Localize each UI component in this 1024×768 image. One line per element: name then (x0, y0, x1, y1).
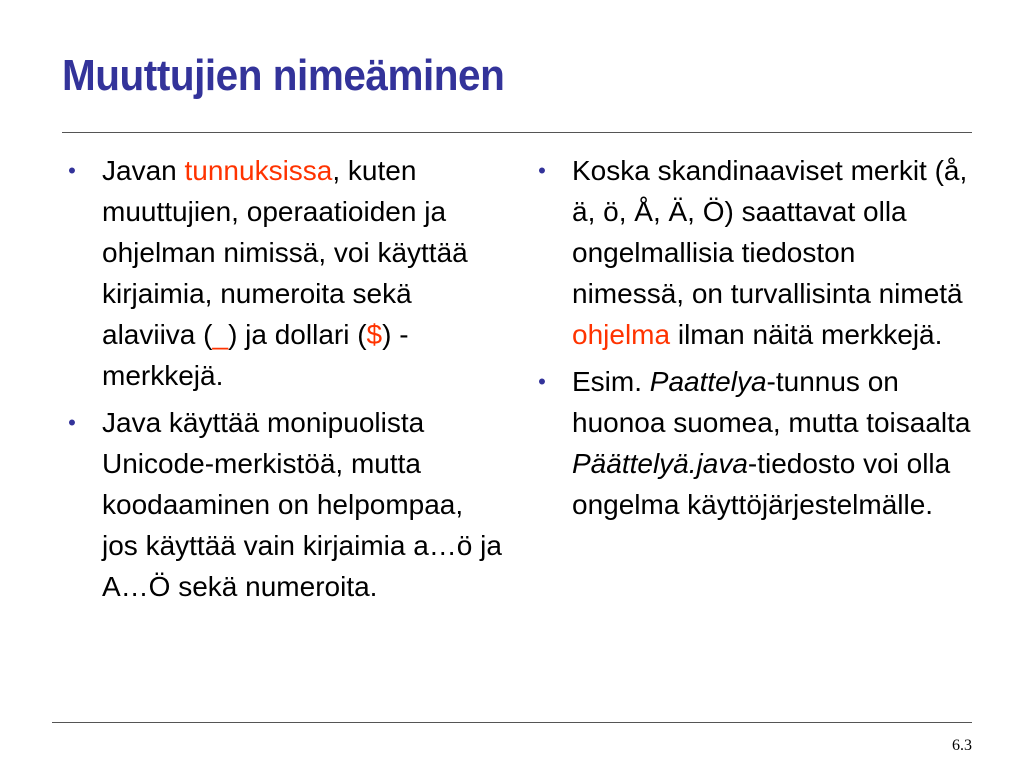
text-segment: ilman näitä merkkejä. (670, 319, 943, 350)
text-segment: Paattelya (649, 366, 767, 397)
bullet-text (102, 407, 502, 602)
text-segment: Javan (102, 155, 185, 186)
text-segment: Esim. (572, 366, 650, 397)
text-segment: _ (212, 319, 229, 350)
title-divider (62, 132, 972, 133)
text-segment: Koska skandinaaviset merkit (å, ä, ö, Å, Ä, Ö) saattavat olla ongelmallisia tiedoston nimessä, on turvallisinta nimetä (572, 155, 968, 309)
bullet-text (102, 155, 468, 391)
bullet-icon: • (68, 158, 76, 183)
text-segment: ) ja dollari ( (228, 319, 367, 350)
bullet-icon: • (538, 369, 546, 394)
bullet-item (532, 361, 972, 525)
bullet-icon: • (68, 410, 76, 435)
bullet-item (532, 150, 972, 355)
bullet-text (572, 366, 970, 520)
text-segment: ) -merkkejä. (102, 319, 409, 391)
bullet-item (62, 402, 502, 607)
slide-title: Muuttujien nimeäminen (62, 51, 505, 100)
bullet-icon: • (538, 158, 546, 183)
page-number: 6.3 (952, 737, 972, 754)
text-segment: , kuten muuttujien, operaatioiden ja ohjelman nimissä, voi käyttää kirjaimia, numeroita sekä alaviiva ( (102, 155, 468, 350)
footer-divider (52, 722, 972, 723)
text-segment: Java käyttää monipuolista Unicode-merkistöä, mutta koodaaminen on helpompaa, jos käyttää vain kirjaimia a…ö ja A…Ö sekä numeroita. (102, 407, 502, 602)
bullet-text (572, 155, 967, 350)
text-segment: tunnuksissa (184, 155, 333, 186)
left-bullet-list (62, 150, 502, 613)
right-bullet-list (532, 150, 972, 531)
text-segment: $ (366, 319, 383, 350)
text-segment: ohjelma (572, 319, 671, 350)
bullet-item (62, 150, 502, 396)
text-segment: -tunnus on huonoa suomea, mutta toisaalta (572, 366, 971, 438)
text-segment: -tiedosto voi olla ongelma käyttöjärjestelmälle. (572, 448, 951, 520)
text-segment: Päättelyä.java (572, 448, 748, 479)
